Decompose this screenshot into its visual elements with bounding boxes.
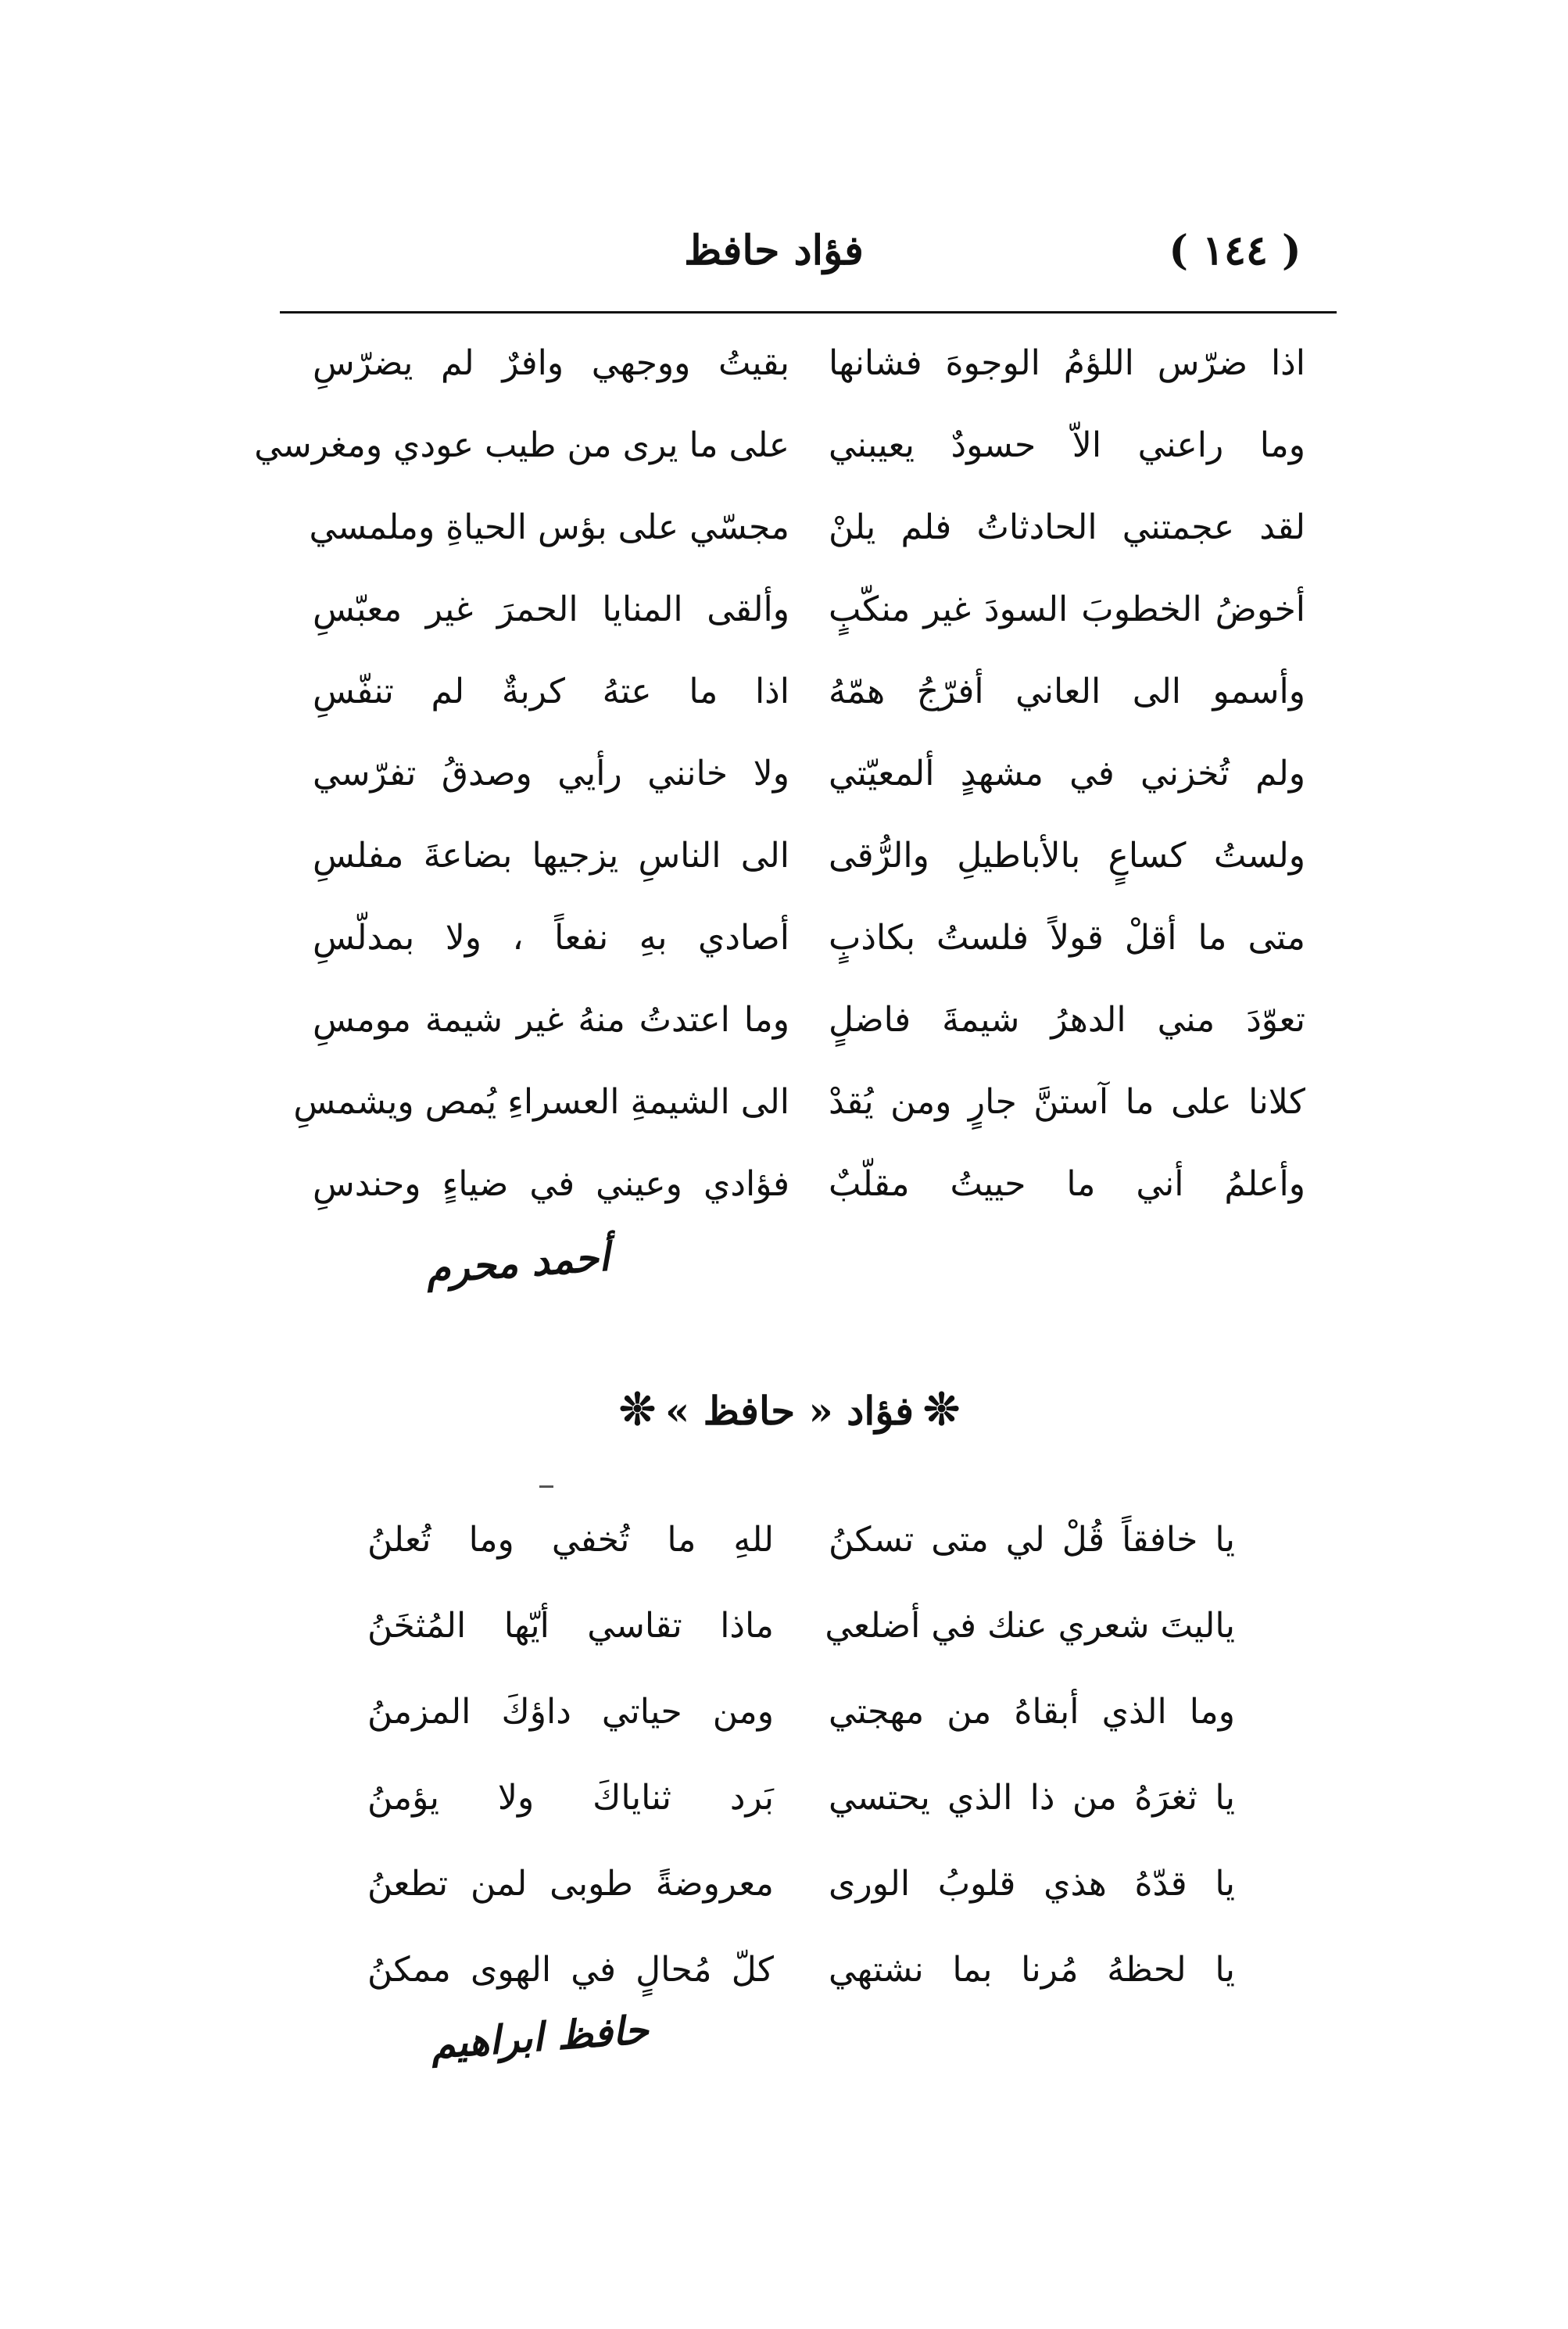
- verse-line: [0, 653, 1568, 731]
- verse-line: [0, 1501, 1568, 1579]
- verse-line: [0, 1587, 1568, 1665]
- first-hemistich: وما الذي أبقاهُ من مهجتي: [829, 1692, 1235, 1732]
- poem-title-text: فؤاد « حافظ »: [664, 1388, 915, 1434]
- second-hemistich: على ما يرى من طيب عودي ومغرسي: [254, 425, 789, 465]
- second-hemistich: بَرد ثناياكَ ولا يؤمنُ: [367, 1778, 774, 1818]
- verse-line: [0, 1145, 1568, 1224]
- first-hemistich: ياليتَ شعري عنك في أضلعي: [825, 1606, 1235, 1646]
- first-hemistich: اذا ضرّس اللؤمُ الوجوهَ فشانها: [829, 343, 1305, 383]
- first-hemistich: ولستُ كساعٍ بالأباطيلِ والرُّقى: [829, 836, 1305, 876]
- verse-line: [0, 324, 1568, 403]
- first-hemistich: يا خافقاً قُلْ لي متى تسكنُ: [829, 1520, 1235, 1560]
- first-hemistich: يا لحظهُ مُرنا بما نشتهي: [829, 1950, 1235, 1990]
- first-hemistich: كلانا على ما آستنَّ جارٍ ومن يُقدْ: [829, 1082, 1305, 1122]
- second-hemistich: للهِ ما تُخفي وما تُعلنُ: [367, 1520, 774, 1560]
- verse-line: [0, 571, 1568, 649]
- second-hemistich: بقيتُ ووجهي وافرٌ لم يضرّسِ: [313, 343, 789, 383]
- second-hemistich: اذا ما عتهُ كربةٌ لم تنفّسِ: [313, 672, 789, 711]
- first-hemistich: تعوّدَ مني الدهرُ شيمةَ فاضلٍ: [829, 1000, 1305, 1040]
- verse-line: [0, 407, 1568, 485]
- second-hemistich: وما اعتدتُ منهُ غير شيمة مومسِ: [313, 1000, 789, 1040]
- verse-line: [0, 1063, 1568, 1141]
- first-hemistich: أخوضُ الخطوبَ السودَ غير منكّبٍ: [829, 589, 1305, 629]
- verse-line: [0, 735, 1568, 813]
- second-hemistich: ومن حياتي داؤكَ المزمنُ: [367, 1692, 774, 1732]
- ornament-icon: ❊: [923, 1384, 960, 1435]
- first-hemistich: يا ثغرَهُ من ذا الذي يحتسي: [829, 1778, 1235, 1818]
- second-hemistich: معروضةً طوبى لمن تطعنُ: [367, 1864, 774, 1904]
- first-hemistich: يا قدّهُ هذي قلوبُ الورى: [829, 1864, 1235, 1904]
- second-hemistich: فؤادي وعيني في ضياءٍ وحندسِ: [313, 1164, 789, 1204]
- first-hemistich: ولم تُخزني في مشهدٍ ألمعيّتي: [829, 754, 1305, 794]
- verse-line: [0, 1845, 1568, 1923]
- page-number: ( ١٤٤ ): [1169, 227, 1301, 274]
- poet-signature: حافظ ابراهيم: [429, 2006, 650, 2068]
- second-hemistich: الى الشيمةِ العسراءِ يُمص ويشمسِ: [293, 1082, 789, 1122]
- header-rule: [280, 311, 1337, 314]
- first-hemistich: متى ما أقلْ قولاً فلستُ بكاذبٍ: [829, 918, 1305, 958]
- verse-line: [0, 817, 1568, 895]
- verse-line: [0, 1673, 1568, 1751]
- verse-line: [0, 899, 1568, 977]
- first-hemistich: وأعلمُ أني ما حييتُ مقلّبٌ: [829, 1164, 1305, 1204]
- second-hemistich: ولا خانني رأيي وصدقُ تفرّسي: [313, 754, 789, 794]
- second-hemistich: كلّ مُحالٍ في الهوى ممكنُ: [367, 1950, 774, 1990]
- second-hemistich: أصادي بهِ نفعاً ، ولا بمدلّسِ: [313, 918, 789, 958]
- first-hemistich: وأسمو الى العاني أفرّجُ همّهُ: [829, 672, 1305, 711]
- print-speck: [539, 1485, 553, 1488]
- second-hemistich: وألقى المنايا الحمرَ غير معبّسِ: [313, 589, 789, 629]
- verse-line: [0, 981, 1568, 1059]
- running-header-title: فؤاد حافظ: [684, 227, 864, 274]
- first-hemistich: لقد عجمتني الحادثاتُ فلم يلنْ: [829, 507, 1305, 547]
- poem-title: [547, 1384, 1032, 1435]
- second-hemistich: الى الناسِ يزجيها بضاعةَ مفلسِ: [313, 836, 789, 876]
- ornament-icon: ❊: [619, 1384, 656, 1435]
- verse-line: [0, 489, 1568, 567]
- second-hemistich: مجسّي على بؤس الحياةِ وملمسي: [309, 507, 789, 547]
- first-hemistich: وما راعني الاّ حسودٌ يعيبني: [829, 425, 1305, 465]
- poet-signature: أحمد محرم: [424, 1233, 611, 1292]
- verse-line: [0, 1931, 1568, 2009]
- second-hemistich: ماذا تقاسي أيّها المُثخَنُ: [367, 1606, 774, 1646]
- verse-line: [0, 1759, 1568, 1837]
